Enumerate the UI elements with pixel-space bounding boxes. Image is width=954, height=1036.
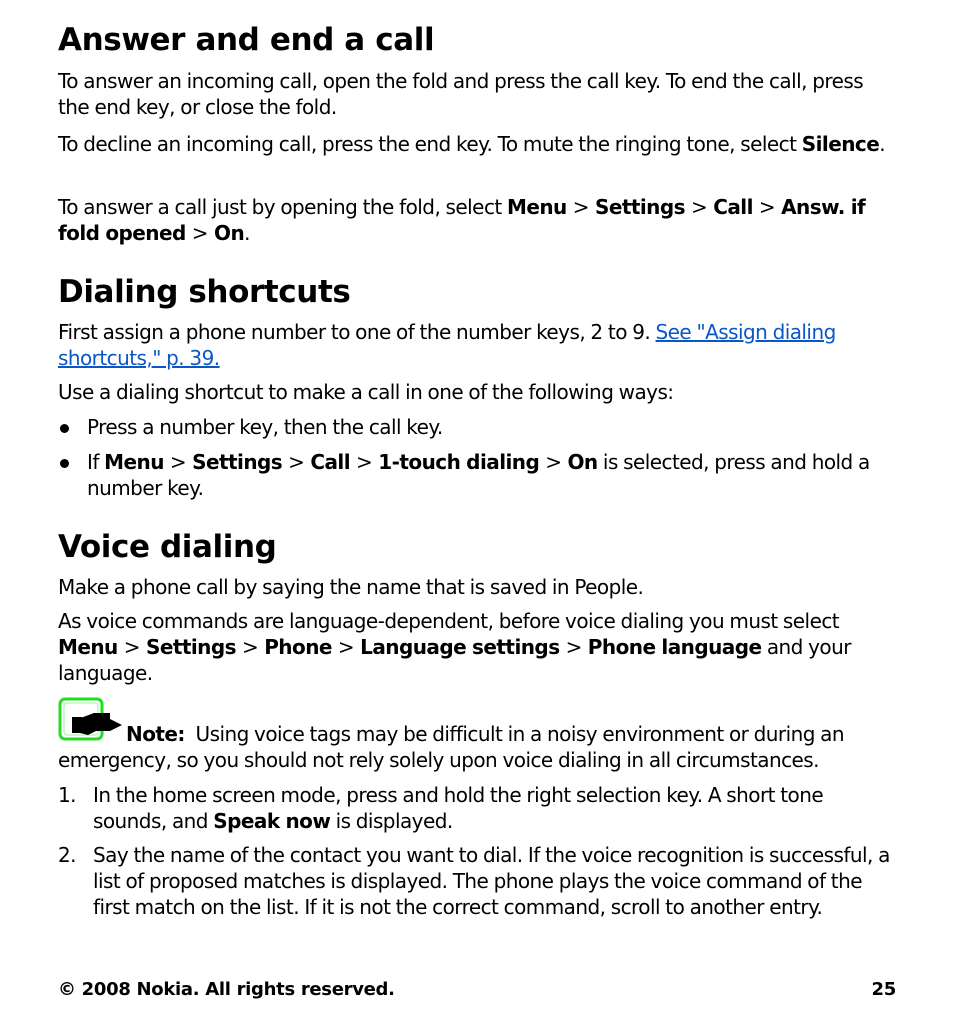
menu-separator: > bbox=[241, 635, 259, 659]
voice-paragraph-2 bbox=[58, 608, 896, 686]
heading-dialing-shortcuts: Dialing shortcuts bbox=[58, 274, 351, 310]
step-number: 2. bbox=[58, 843, 76, 867]
bullet-text: If bbox=[87, 450, 105, 474]
note-block bbox=[58, 697, 896, 777]
assign-dialing-shortcuts-link[interactable]: See "Assign dialing shortcuts," p. 39. bbox=[58, 320, 836, 370]
speak-now-label: Speak now bbox=[213, 809, 331, 833]
menu-path-item: Menu bbox=[58, 635, 118, 659]
voice-paragraph-1: Make a phone call by saying the name that is saved in People. bbox=[58, 575, 644, 599]
bullet-item bbox=[58, 414, 896, 440]
note-label: Note: bbox=[126, 722, 185, 746]
menu-path-item: Call bbox=[713, 195, 753, 219]
menu-path-item: On bbox=[567, 450, 598, 474]
answer-paragraph-1: To answer an incoming call, open the fold and press the call key. To end the call, press the end key, or close the fold. bbox=[58, 69, 864, 119]
note-paragraph bbox=[58, 721, 896, 773]
menu-separator: > bbox=[123, 635, 140, 659]
step-text-end: is displayed. bbox=[330, 809, 453, 833]
shortcuts-paragraph-1 bbox=[58, 319, 896, 371]
menu-path-item: Phone language bbox=[587, 635, 762, 659]
menu-separator: > bbox=[356, 450, 373, 474]
menu-separator: > bbox=[288, 450, 305, 474]
answer-p2-text: To decline an incoming call, press the end key. To mute the ringing tone, select bbox=[58, 132, 802, 156]
numbered-step bbox=[58, 782, 896, 834]
bullet-dot-icon bbox=[60, 459, 69, 468]
answer-p2-end: . bbox=[879, 132, 886, 156]
menu-path-item: 1-touch dialing bbox=[378, 450, 540, 474]
heading-voice-dialing: Voice dialing bbox=[58, 529, 277, 565]
shortcuts-paragraph-2: Use a dialing shortcut to make a call in one of the following ways: bbox=[58, 380, 674, 404]
voice-p2-text: As voice commands are language-dependent, before voice dialing you must select bbox=[58, 609, 840, 633]
menu-separator: > bbox=[758, 195, 776, 219]
menu-path-item: Settings bbox=[145, 635, 236, 659]
shortcuts-p1-text: First assign a phone number to one of the number keys, 2 to 9. bbox=[58, 320, 656, 344]
numbered-step bbox=[58, 842, 896, 920]
answer-paragraph-2 bbox=[58, 131, 896, 157]
answer-p3-text: To answer a call just by opening the fold, select bbox=[58, 195, 507, 219]
menu-separator: > bbox=[690, 195, 708, 219]
copyright-notice: © 2008 Nokia. All rights reserved. bbox=[58, 979, 395, 1000]
menu-separator: > bbox=[545, 450, 562, 474]
note-text: Using voice tags may be difficult in a noisy environment or during an emergency, so you should not rely solely upon voice dialing in all circumstances. bbox=[58, 722, 844, 772]
menu-separator: > bbox=[337, 635, 355, 659]
menu-path-item: Phone bbox=[264, 635, 332, 659]
menu-separator: > bbox=[565, 635, 582, 659]
menu-separator: > bbox=[191, 221, 208, 245]
menu-path-item: Settings bbox=[594, 195, 685, 219]
menu-path-item: Call bbox=[310, 450, 351, 474]
silence-option: Silence bbox=[801, 132, 880, 156]
menu-path-item: Answ. if fold opened bbox=[58, 195, 866, 245]
menu-path-item: On bbox=[214, 221, 245, 245]
heading-answer-end-call: Answer and end a call bbox=[58, 22, 435, 58]
voice-p2-end: and your language. bbox=[58, 635, 851, 685]
step-number: 1. bbox=[58, 783, 76, 807]
step-text: Say the name of the contact you want to dial. If the voice recognition is successful, a list of proposed matches is displayed. The phone plays the voice command of the first match on the list. If it is not the correct command, scroll to another entry. bbox=[93, 843, 890, 919]
bullet-dot-icon bbox=[60, 424, 69, 433]
bullet-text: Press a number key, then the call key. bbox=[87, 415, 443, 439]
menu-path-item: Language settings bbox=[360, 635, 560, 659]
menu-separator: > bbox=[572, 195, 589, 219]
menu-path-item: Menu bbox=[507, 195, 567, 219]
bullet-text-end: is selected, press and hold a number key. bbox=[87, 450, 870, 500]
page-number: 25 bbox=[871, 979, 896, 1000]
bullet-item bbox=[58, 449, 896, 501]
answer-paragraph-3 bbox=[58, 194, 896, 246]
page-footer bbox=[58, 978, 896, 1002]
menu-path-item: Settings bbox=[192, 450, 283, 474]
menu-path-item: Menu bbox=[104, 450, 164, 474]
menu-separator: > bbox=[169, 450, 187, 474]
answer-p3-end: . bbox=[244, 221, 250, 245]
step-text: In the home screen mode, press and hold the right selection key. A short tone sounds, and bbox=[93, 783, 824, 833]
